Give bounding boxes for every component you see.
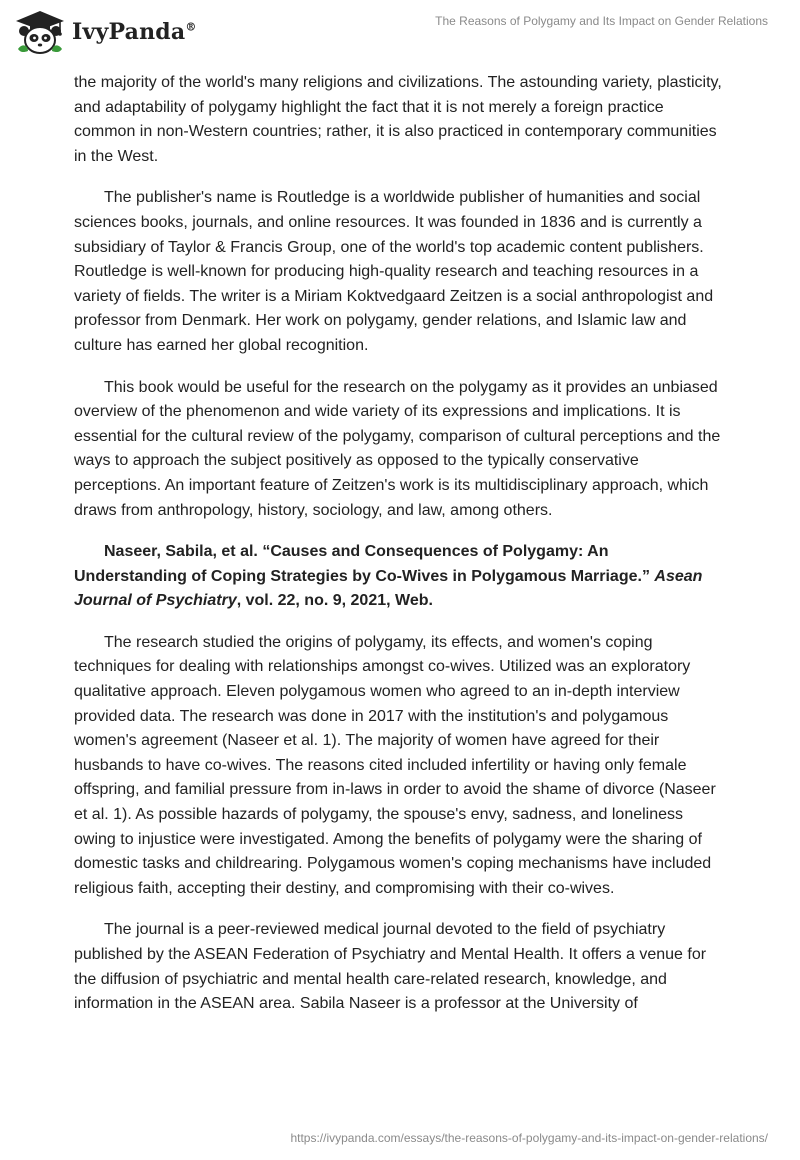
paragraph: The publisher's name is Routledge is a worldwide publisher of humanities and social sciences books, journals, and online resources. It was founded in 1836 and is currently a subsidiary of Taylor & Francis Group, one of the world's top academic content publishers. Routledge is well-known for producing high-quality research and teaching resources in a variety of fields. The writer is a Miriam Koktvedgaard Zeitzen is a social anthropologist and professor from Denmark. Her work on polygamy, gender relations, and Islamic law and culture has earned her global recognition.: [74, 189, 714, 354]
journal-title: Asean Journal of Psychiatry: [74, 567, 703, 610]
panda-graduate-icon: [14, 9, 66, 55]
paragraph: This book would be useful for the research on the polygamy as it provides an unbiased overview of the phenomenon and wide variety of its expressions and implications. It is essential for the cultural review of the polygamy, comparison of cultural perceptions and the ways to approach the subject positively as opposed to the typically conservative perceptions. An important feature of Zeitzen's work is its multidisciplinary approach, which draws from anthropology, history, sociology, and law, among others.: [74, 378, 721, 519]
ivypanda-logo[interactable]: [14, 8, 197, 56]
citation-entry: Naseer, Sabila, et al. “Causes and Consequences of Polygamy: An Understanding of Coping Strategies by Co-Wives in Polygamous Marriage.” Asean Journal of Psychiatry, vol. 22, no. 9, 2021, Web.: [74, 543, 703, 610]
document-title: The Reasons of Polygamy and Its Impact on Gender Relations: [435, 14, 768, 28]
essay-body: [74, 71, 724, 1034]
paragraph: The journal is a peer-reviewed medical journal devoted to the field of psychiatry published by the ASEAN Federation of Psychiatry and Mental Health. It offers a venue for the diffusion of psychiatric and mental health care-related research, knowledge, and information in the ASEAN area. Sabila Naseer is a professor at the University of: [74, 921, 707, 1013]
paragraph: the majority of the world's many religions and civilizations. The astounding variety, plasticity, and adaptability of polygamy highlight the fact that it is not merely a foreign practice common in non-Western countries; rather, it is also practiced in contemporary communities in the West.: [74, 74, 722, 165]
brand-name: IvyPanda®: [72, 19, 197, 45]
page-header: [0, 0, 800, 64]
paragraph: The research studied the origins of polygamy, its effects, and women's coping techniques for dealing with relationships amongst co-wives. Utilized was an exploratory qualitative approach. Eleven polygamous women who agreed to an in-depth interview provided data. The research was done in 2017 with the institution's and polygamous women's agreement (Naseer et al. 1). The majority of women have agreed for their husbands to have co-wives. The reasons cited included infertility or having only female offspring, and familial pressure from in-laws in order to avoid the shame of divorce (Naseer et al. 1). As possible hazards of polygamy, the spouse's envy, sadness, and loneliness owing to injustice were investigated. Among the benefits of polygamy were the sharing of domestic tasks and childrearing. Polygamous women's coping mechanisms have included religious faith, accepting their destiny, and compromising with their co-wives.: [74, 633, 716, 897]
source-url[interactable]: https://ivypanda.com/essays/the-reasons-of-polygamy-and-its-impact-on-gender-relations/: [290, 1131, 768, 1145]
